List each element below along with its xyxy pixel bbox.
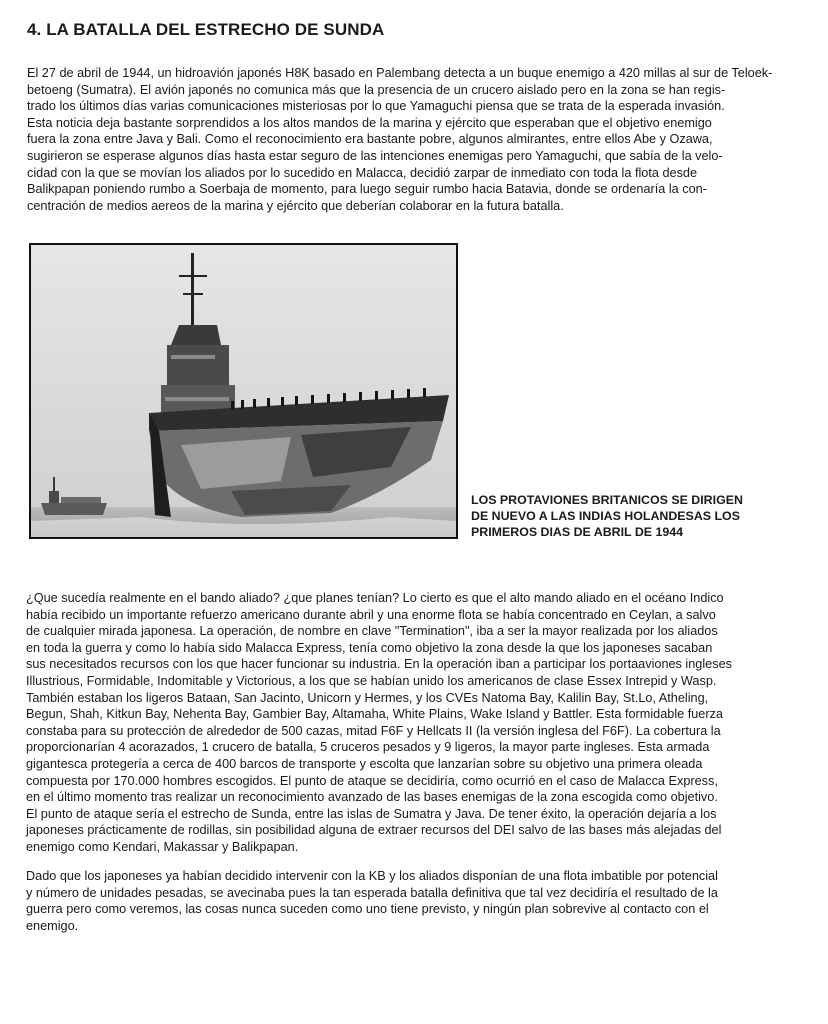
- closing-paragraph: [26, 868, 718, 934]
- caption-line: DE NUEVO A LAS INDIAS HOLANDESAS LOS: [471, 509, 740, 523]
- aircraft-carrier-photo: [29, 243, 458, 539]
- text-line: El 27 de abril de 1944, un hidroavión japonés H8K basado en Palembang detecta a un buque enemigo a 420 millas al sur de Teloek-: [27, 66, 773, 80]
- page-title: 4. LA BATALLA DEL ESTRECHO DE SUNDA: [27, 20, 385, 39]
- caption-line: LOS PROTAVIONES BRITANICOS SE DIRIGEN: [471, 493, 743, 507]
- text-line: También estaban los ligeros Bataan, San Jacinto, Unicorn y Hermes, y los CVEs Natoma Bay, Kalilin Bay, St.Lo, Atheling,: [26, 690, 709, 705]
- text-line: sus necesitados recursos con los que hacer funcionar su industria. En la operación iban a participar los portaaviones ingleses: [26, 657, 732, 672]
- photo-caption: [471, 492, 743, 540]
- text-line: centración de medios aereos de la marina y ejército que deberían colaborar en la futura batalla.: [27, 198, 564, 213]
- text-line: gigantesca protegería a cerca de 400 barcos de transporte y escolta que lanzarían sobre su objetivo una primera oleada: [26, 756, 703, 771]
- text-line: constaba para su protección de alrededor de 500 cazas, mitad F6F y Hellcats II (la versión inglesa del F6F). La cobertura la: [26, 723, 721, 738]
- text-line: Dado que los japoneses ya habían decidido intervenir con la KB y los aliados disponían de una flota imbatible por potencial: [26, 869, 718, 883]
- text-line: había recibido un importante refuerzo americano durante abril y una enorme flota se había concentrado en Ceylan, a salvo: [26, 607, 716, 622]
- text-line: betoeng (Sumatra). El avión japonés no comunica más que la presencia de un crucero aislado pero en la zona se han regis-: [27, 82, 726, 97]
- caption-line: PRIMEROS DIAS DE ABRIL DE 1944: [471, 525, 684, 539]
- text-line: enemigo.: [26, 918, 79, 933]
- text-line: y número de unidades pesadas, se avecinaba pues la tan esperada batalla definitiva que tal vez decidiría el resultado de la: [26, 885, 718, 900]
- text-line: compuesta por 170.000 hombres escogidos. El punto de ataque se decidiría, como ocurrió en el caso de Malacca Express,: [26, 773, 718, 788]
- text-line: japoneses prácticamente de rodillas, sin posibilidad alguna de extraer recursos del DEI salvo de las bases más alejadas del: [26, 823, 722, 838]
- text-line: Balikpapan poniendo rumbo a Soerbaja de momento, para luego seguir rumbo hacia Batavia, donde se ordenaría la con-: [27, 182, 707, 197]
- text-line: en el último momento tras realizar un reconocimiento avanzado de las bases enemigas de la zona escogida como objetivo.: [26, 790, 718, 805]
- text-line: Illustrious, Formidable, Indomitable y Victorious, a los que se habían unido los americanos de clase Essex Intrepid y Wasp.: [26, 673, 717, 688]
- text-line: sugirieron se esperase algunos días hasta estar seguro de las intenciones enemigas pero Yamaguchi, que sabía de la velo-: [27, 148, 723, 163]
- carrier-photo-drawing: [31, 245, 456, 537]
- text-line: cidad con la que se movían los aliados por lo sucedido en Malacca, decidió zarpar de inmediato con toda la flota desde: [27, 165, 698, 180]
- text-line: Begun, Shah, Kitkun Bay, Nehenta Bay, Gambier Bay, Altamaha, White Plains, Wake Island y Battler. Esta formidable fuerza: [26, 707, 723, 722]
- intro-paragraph: [27, 65, 772, 214]
- text-line: trado los últimos días varias comunicaciones misteriosas por lo que Yamaguchi piensa que se trata de la esperada invasión.: [27, 99, 725, 114]
- text-line: en toda la guerra y como lo había sido Malacca Express, tenía como objetivo la zona desde la que los japoneses sacaban: [26, 640, 713, 655]
- text-line: guerra pero como veremos, las cosas nunca suceden como uno tiene previsto, y ningún plan sobrevive al contacto con el: [26, 902, 709, 917]
- text-line: El punto de ataque sería el estrecho de Sunda, entre las islas de Sumatra y Java. De tener éxito, la operación dejaría a los: [26, 806, 717, 821]
- text-line: enemigo como Kendari, Makassar y Balikpapan.: [26, 839, 299, 854]
- text-line: Esta noticia deja bastante sorprendidos a los altos mandos de la marina y ejército que esperaban que el objetivo enemigo: [27, 115, 712, 130]
- allied-plans-paragraph: [26, 590, 732, 856]
- text-line: de cualquier mirada japonesa. La operación, de nombre en clave "Termination", iba a ser la mayor realizada por los aliados: [26, 624, 718, 639]
- text-line: proporcionarían 4 acorazados, 1 crucero de batalla, 5 cruceros pesados y 9 ligeros, la mayor parte ingleses. Esta armada: [26, 740, 710, 755]
- text-line: fuera la zona entre Java y Bali. Como el reconocimiento era bastante pobre, algunos almirantes, entre ellos Abe y Ozawa,: [27, 132, 713, 147]
- text-line: ¿Que sucedía realmente en el bando aliado? ¿que planes tenían? Lo cierto es que el alto mando aliado en el océano Indico: [26, 591, 724, 605]
